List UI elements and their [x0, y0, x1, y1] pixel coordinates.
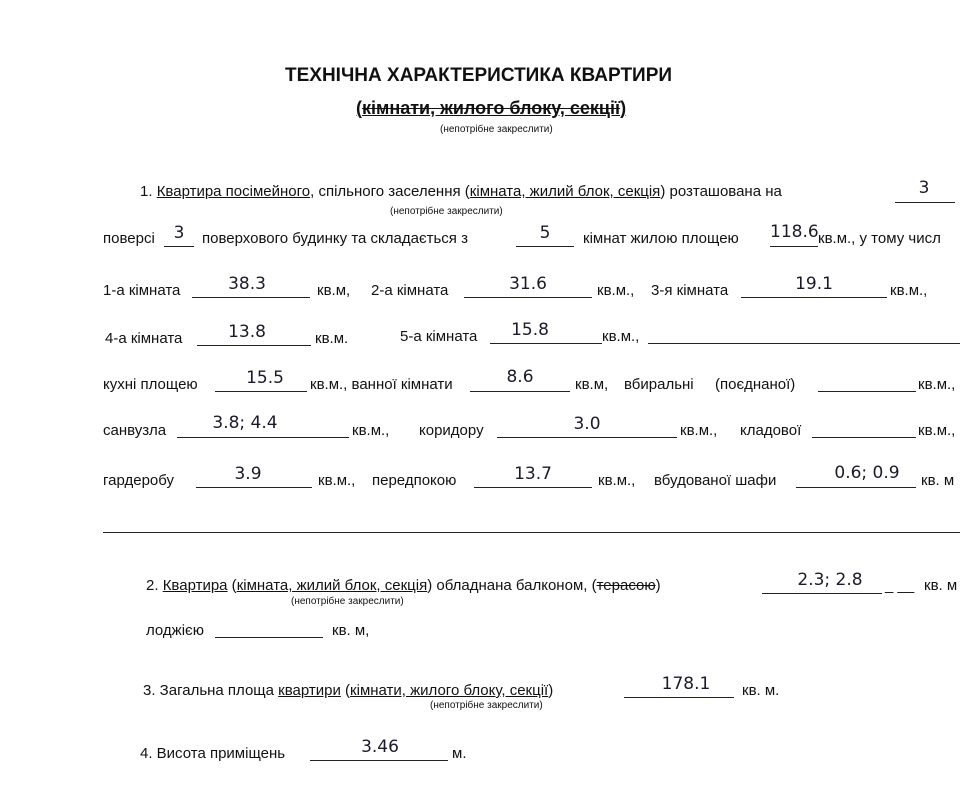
subtitle-struck: кімнати, жилого блоку, секції	[362, 98, 621, 118]
unit-vbyr: кв.м.,	[918, 376, 956, 393]
unit-room3: кв.м.,	[890, 282, 928, 299]
label-room1: 1-а кімната	[103, 282, 181, 299]
height-value: 3.46	[361, 737, 399, 757]
garderobu-value: 3.9	[234, 464, 262, 484]
unit-room4: кв.м.	[315, 330, 349, 347]
room3-value: 19.1	[795, 274, 833, 294]
sec3-struck: кімнати, жилого блоку, секції	[350, 682, 549, 699]
label-peredpokoiu: передпокою	[372, 472, 457, 489]
floor2-line	[164, 246, 194, 247]
peredpokoiu-line	[474, 487, 592, 488]
room4-value: 13.8	[228, 322, 266, 342]
floor-line	[895, 202, 955, 203]
garderobu-line	[196, 487, 312, 488]
total-line	[624, 697, 734, 698]
sec3-kvartyry: квартири	[278, 682, 341, 699]
label-room5: 5-а кімната	[400, 328, 478, 345]
peredpokoiu-value: 13.7	[514, 464, 552, 484]
row1-struck: кімната, жилий блок, секція	[469, 183, 661, 200]
row1-text: 1. Квартира посімейного, спільного заселення (кімната, жилий блок, секція) розташована на	[140, 183, 782, 200]
unit-lodzhiiu: кв. м,	[332, 622, 370, 639]
kitchen-value: 15.5	[246, 368, 284, 388]
kladovoi-line	[812, 437, 916, 438]
label-garderobu: гардеробу	[103, 472, 175, 489]
room5-value: 15.8	[511, 320, 549, 340]
label-korydoru: коридору	[419, 422, 484, 439]
unit-shafy: кв. м	[921, 472, 955, 489]
living-area-value: 118.6	[770, 222, 819, 242]
unit-balcony: кв. м	[924, 577, 958, 594]
balcony-line	[762, 593, 882, 594]
label-room4: 4-а кімната	[105, 330, 183, 347]
page-subtitle: (кімнати, жилого блоку, секції)	[356, 98, 627, 118]
unit-room5: кв.м.,	[602, 328, 640, 345]
label-kimnat: кімнат жилою площею	[583, 230, 739, 247]
sanvuzla-line	[177, 437, 349, 438]
balcony-dashes: _ __	[885, 577, 915, 594]
sec2-terasoiu: терасою	[596, 577, 656, 594]
unit-height: м.	[452, 745, 467, 762]
row1-hint: (непотрібне закреслити)	[390, 206, 503, 217]
sec3-hint: (непотрібне закреслити)	[430, 700, 543, 711]
kitchen-line	[215, 391, 307, 392]
lodzhiiu-line	[215, 637, 323, 638]
room3-line	[741, 297, 887, 298]
label-sanvuzla: санвузла	[103, 422, 167, 439]
room1-line	[192, 297, 310, 298]
unit-korydoru: кв.м.,	[680, 422, 718, 439]
label-tail: кв.м., у тому числ	[818, 230, 941, 247]
sec4-label: 4. Висота приміщень	[140, 745, 286, 762]
unit-total: кв. м.	[742, 682, 780, 699]
sec2-hint: (непотрібне закреслити)	[291, 596, 404, 607]
label-vbyr: вбиральні	[624, 376, 694, 393]
label-kitchen: кухні площею	[103, 376, 198, 393]
unit-kladovoi: кв.м.,	[918, 422, 956, 439]
label-kladovoi: кладової	[740, 422, 802, 439]
label-poversi: поверсі	[103, 230, 155, 247]
floor-value: 3	[918, 178, 930, 198]
unit-bath: кв.м,	[575, 376, 609, 393]
floor2-value: 3	[173, 223, 185, 243]
kvartyra-posim: Квартира посімейного	[156, 183, 311, 200]
shafy-value: 0.6; 0.9	[834, 463, 900, 483]
bath-value: 8.6	[506, 367, 534, 387]
room4-line	[197, 345, 311, 346]
total-value: 178.1	[661, 674, 711, 694]
shafy-line	[796, 487, 916, 488]
korydoru-line	[497, 437, 677, 438]
label-poed: (поєднаної)	[715, 376, 796, 393]
page-title: ТЕХНІЧНА ХАРАКТЕРИСТИКА КВАРТИРИ	[285, 65, 673, 86]
unit-kitchen: кв.м., ванної кімнати	[310, 376, 453, 393]
label-shafy: вбудованої шафи	[654, 472, 777, 489]
sec2-struck: кімната, жилий блок, секція	[236, 577, 428, 594]
unit-peredpokoiu: кв.м.,	[598, 472, 636, 489]
sec2-kvartyra: Квартира	[162, 577, 228, 594]
strike-hint: (непотрібне закреслити)	[440, 124, 553, 135]
room5-line	[490, 343, 602, 344]
label-poverkh: поверхового будинку та складається з	[202, 230, 468, 247]
korydoru-value: 3.0	[573, 414, 601, 434]
rooms-value: 5	[539, 223, 551, 243]
unit-room2: кв.м.,	[597, 282, 635, 299]
unit-sanvuzla: кв.м.,	[352, 422, 390, 439]
height-line	[310, 760, 448, 761]
rooms-line	[516, 246, 574, 247]
sec3-text: 3. Загальна площа квартири (кімнати, жилого блоку, секції)	[143, 682, 554, 699]
blank-line	[103, 532, 960, 533]
sanvuzla-value: 3.8; 4.4	[212, 413, 278, 433]
balcony-value: 2.3; 2.8	[797, 570, 863, 590]
room2-line	[464, 297, 592, 298]
room2-value: 31.6	[509, 274, 547, 294]
room1-value: 38.3	[228, 274, 266, 294]
label-room2: 2-а кімната	[371, 282, 449, 299]
label-lodzhiiu: лоджією	[146, 622, 204, 639]
vbyr-line	[818, 391, 916, 392]
living-area-line	[770, 246, 818, 247]
unit-room1: кв.м,	[317, 282, 351, 299]
bath-line	[470, 391, 570, 392]
label-room3: 3-я кімната	[651, 282, 729, 299]
unit-garderobu: кв.м.,	[318, 472, 356, 489]
sec2-text: 2. Квартира (кімната, жилий блок, секція) обладнана балконом, (терасою)	[146, 577, 661, 594]
row4-extra-line	[648, 343, 960, 344]
